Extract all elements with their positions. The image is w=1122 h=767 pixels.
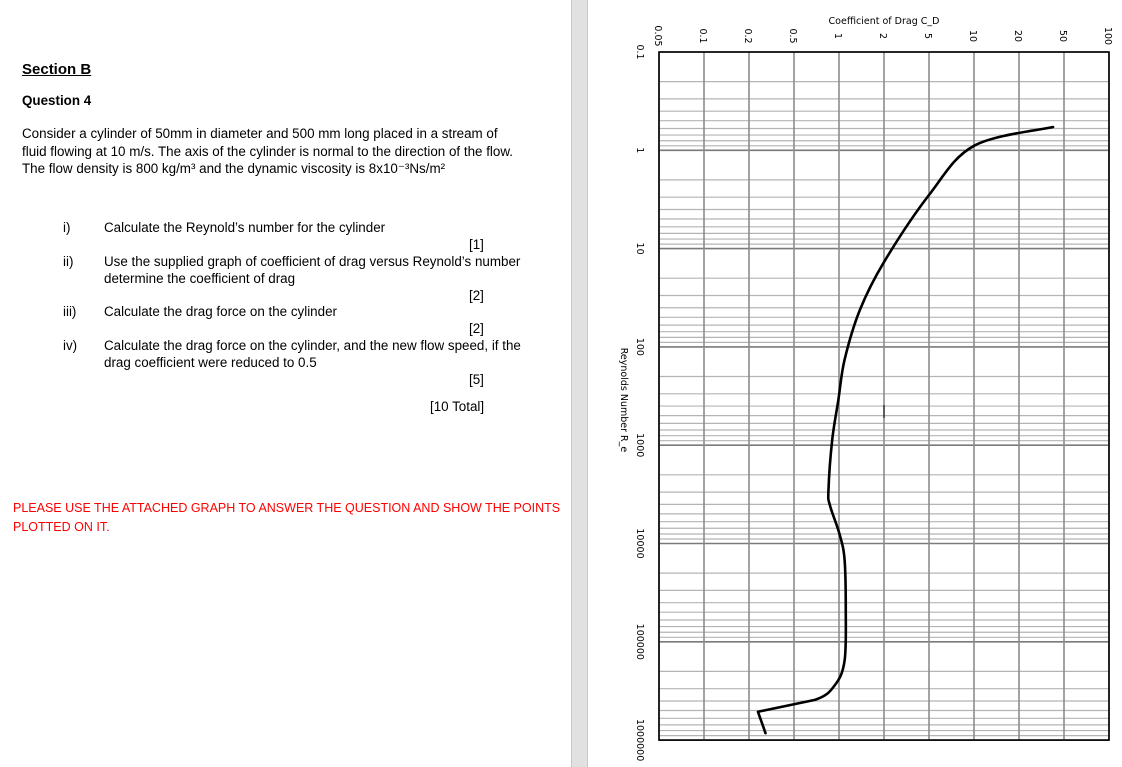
part-text: determine the coefficient of drag: [104, 271, 296, 286]
part-marks: [5]: [469, 372, 484, 387]
x-tick-label: 1: [832, 32, 843, 40]
x-tick-label: 50: [1057, 29, 1068, 43]
y-tick-label: 1000: [634, 433, 645, 458]
x-tick-label: 2: [877, 32, 888, 40]
part-text: drag coefficient were reduced to 0.5: [104, 355, 317, 370]
y-tick-label: 0.1: [634, 44, 645, 60]
x-tick-label: 0.2: [742, 28, 753, 44]
part-marks: [2]: [469, 321, 484, 336]
part-text: Calculate the Reynold’s number for the cylinder: [104, 220, 386, 235]
intro-line: The flow density is 800 kg/m³ and the dynamic viscosity is 8x10⁻³Ns/m²: [22, 161, 446, 176]
y-tick-label: 100: [634, 337, 645, 356]
intro-line: Consider a cylinder of 50mm in diameter and 500 mm long placed in a stream of: [22, 126, 498, 141]
x-tick-label: 10: [967, 29, 978, 43]
y-axis-label: Reynolds Number R_e: [618, 347, 629, 453]
y-tick-label: 10000: [634, 528, 645, 559]
part-text: Use the supplied graph of coefficient of drag versus Reynold’s number: [104, 254, 521, 269]
total-marks: [10 Total]: [430, 399, 485, 414]
x-tick-label: 0.1: [697, 28, 708, 44]
y-tick-label: 1: [634, 147, 645, 154]
chart-grid: [659, 52, 1109, 740]
part-marks: [2]: [469, 288, 484, 303]
part-number: iii): [63, 304, 77, 319]
part-marks: [1]: [469, 237, 484, 252]
x-tick-label: 100: [1102, 26, 1113, 46]
part-text: Calculate the drag force on the cylinder: [104, 304, 337, 319]
instruction-note: PLEASE USE THE ATTACHED GRAPH TO ANSWER THE QUESTION AND SHOW THE POINTS: [13, 501, 561, 515]
x-tick-label: 0.05: [652, 25, 663, 47]
x-tick-label: 20: [1012, 29, 1023, 43]
intro-line: fluid flowing at 10 m/s. The axis of the cylinder is normal to the direction of the flow.: [22, 144, 513, 159]
question-title: Question 4: [22, 93, 92, 108]
instruction-note: PLOTTED ON IT.: [13, 520, 110, 534]
part-number: ii): [63, 254, 74, 269]
part-text: Calculate the drag force on the cylinder, and the new flow speed, if the: [104, 338, 521, 353]
y-tick-label: 100000: [634, 623, 645, 660]
y-tick-label: 10: [634, 242, 645, 255]
part-number: iv): [63, 338, 78, 353]
y-tick-label: 1000000: [634, 718, 645, 762]
x-tick-label: 5: [922, 32, 933, 40]
x-axis-label: Coefficient of Drag C_D: [828, 16, 940, 27]
section-title: Section B: [22, 61, 92, 78]
part-number: i): [63, 220, 71, 235]
x-tick-label: 0.5: [787, 28, 798, 44]
